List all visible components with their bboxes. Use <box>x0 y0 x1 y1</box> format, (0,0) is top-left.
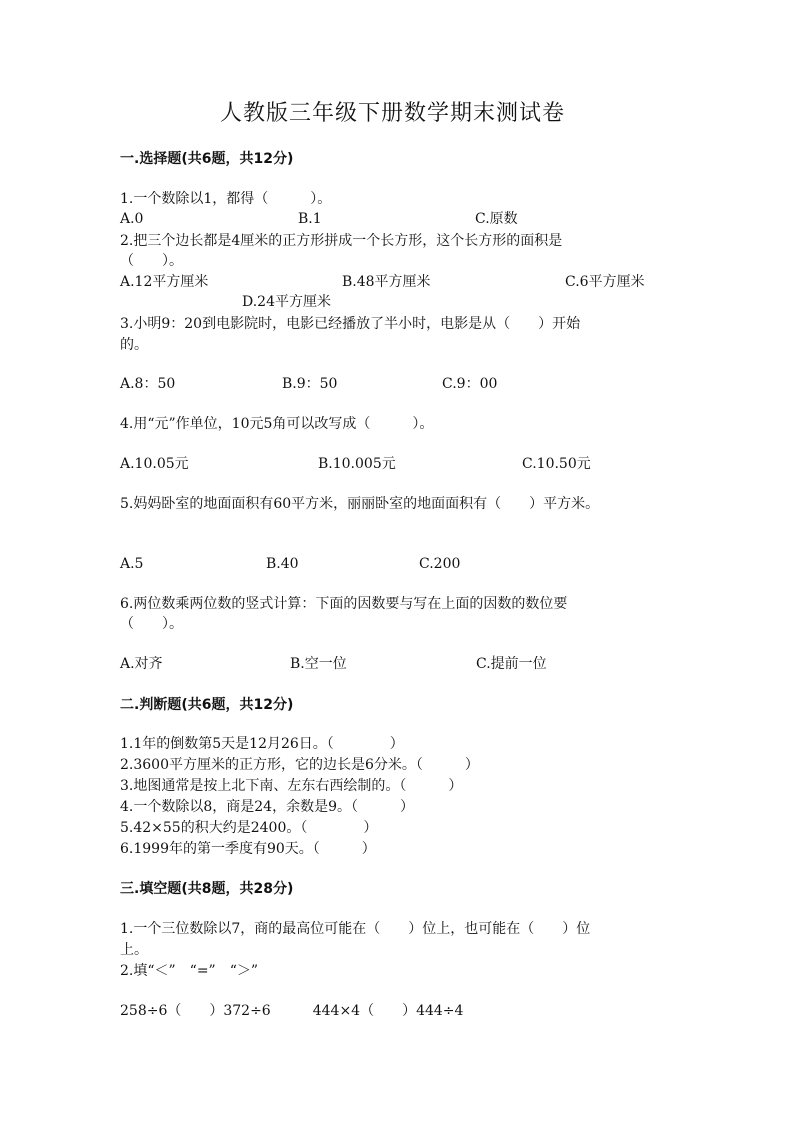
question-6-stem: 6.两位数乘两位数的竖式计算：下面的因数要与写在上面的因数的数位要 <box>120 596 568 612</box>
question-3-option-b: B.9：50 <box>282 376 338 392</box>
question-5-stem: 5.妈妈卧室的地面面积有60平方米，丽丽卧室的地面面积有（ ）平方米。 <box>120 496 600 512</box>
section-heading-judgement: 二.判断题(共6题，共12分) <box>120 697 294 713</box>
question-3-stem-continued: 的。 <box>120 337 148 353</box>
judgement-item-1: 1.1年的倒数第5天是12月26日。（ ） <box>120 736 404 752</box>
question-3-option-a: A.8：50 <box>120 376 176 392</box>
question-6-stem-continued: （ ）。 <box>120 616 183 632</box>
question-6-option-a: A.对齐 <box>120 656 163 672</box>
question-3-stem: 3.小明9：20到电影院时，电影已经播放了半小时，电影是从（ ）开始 <box>120 316 581 332</box>
question-2-option-c: C.6平方厘米 <box>565 274 645 290</box>
judgement-item-4: 4.一个数除以8，商是24，余数是9。（ ） <box>120 799 414 815</box>
question-2-stem-continued: （ ）。 <box>120 253 183 269</box>
question-4-option-b: B.10.005元 <box>318 456 396 472</box>
question-6-option-c: C.提前一位 <box>476 656 547 672</box>
judgement-item-5: 5.42×55的积大约是2400。（ ） <box>120 820 378 836</box>
question-1-option-c: C.原数 <box>475 211 518 227</box>
section-heading-fill-blank: 三.填空题(共8题，共28分) <box>120 881 294 897</box>
question-2-stem: 2.把三个边长都是4厘米的正方形拼成一个长方形，这个长方形的面积是 <box>120 233 563 249</box>
question-1-option-b: B.1 <box>298 211 322 227</box>
question-2-option-b: B.48平方厘米 <box>342 274 431 290</box>
fill-question-1-continued: 上。 <box>120 942 148 958</box>
fill-question-1: 1.一个三位数除以7，商的最高位可能在（ ）位上，也可能在（ ）位 <box>120 921 591 937</box>
question-5-option-b: B.40 <box>266 556 299 572</box>
fill-question-2: 2.填“＜” “=” “＞” <box>120 963 259 979</box>
fill-question-2-expression: 258÷6（ ）372÷6 444×4（ ）444÷4 <box>120 1003 464 1019</box>
question-1-stem: 1.一个数除以1，都得（ ）。 <box>120 191 332 207</box>
question-5-option-c: C.200 <box>419 556 461 572</box>
question-4-stem: 4.用“元”作单位，10元5角可以改写成（ ）。 <box>120 416 434 432</box>
page-title: 人教版三年级下册数学期末测试卷 <box>220 101 566 126</box>
question-3-option-c: C.9：00 <box>442 376 498 392</box>
question-5-option-a: A.5 <box>120 556 144 572</box>
question-2-option-a: A.12平方厘米 <box>120 274 209 290</box>
judgement-item-6: 6.1999年的第一季度有90天。（ ） <box>120 841 376 857</box>
question-2-option-d: D.24平方厘米 <box>242 294 331 310</box>
question-1-option-a: A.0 <box>120 211 144 227</box>
question-6-option-b: B.空一位 <box>290 656 347 672</box>
question-4-option-a: A.10.05元 <box>120 456 189 472</box>
section-heading-choice: 一.选择题(共6题，共12分) <box>120 151 294 167</box>
judgement-item-2: 2.3600平方厘米的正方形，它的边长是6分米。（ ） <box>120 757 479 773</box>
judgement-item-3: 3.地图通常是按上北下南、左东右西绘制的。（ ） <box>120 778 463 794</box>
question-4-option-c: C.10.50元 <box>522 456 591 472</box>
